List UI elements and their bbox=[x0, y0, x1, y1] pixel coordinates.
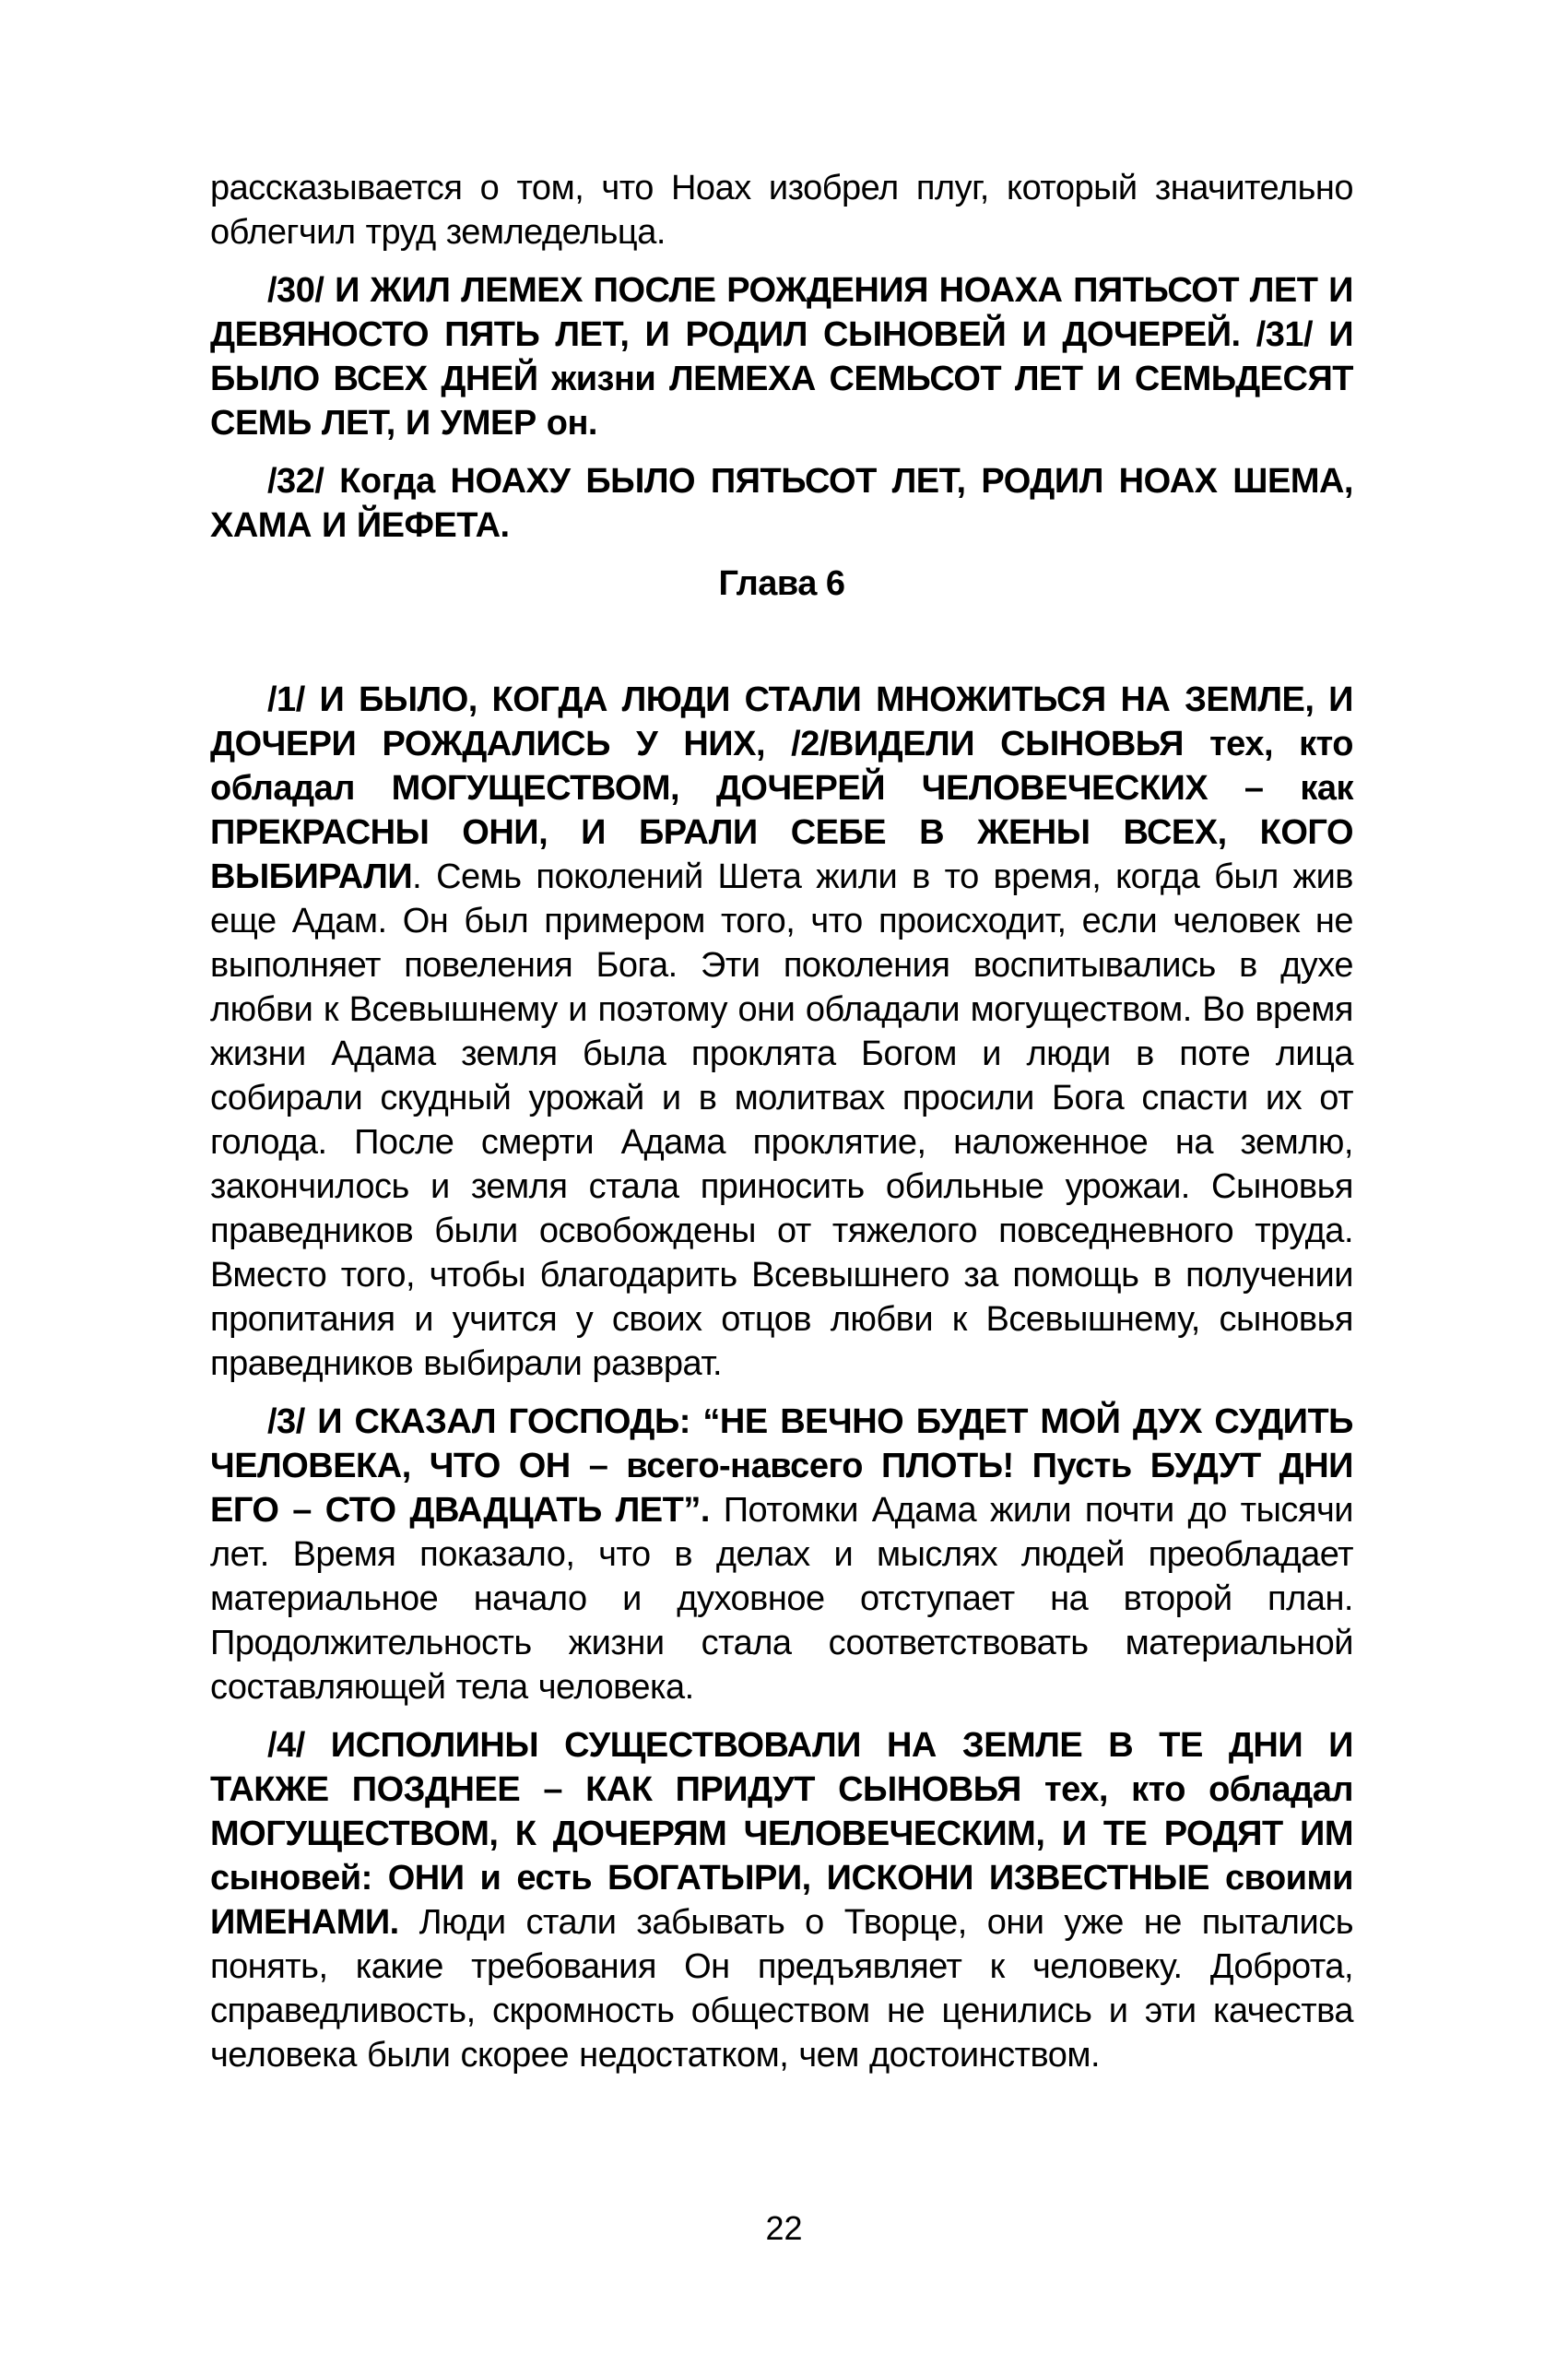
paragraph-verse-30-31 bbox=[210, 268, 1353, 445]
page-number: 22 bbox=[765, 2209, 803, 2247]
paragraph-verse-3 bbox=[210, 1400, 1353, 1709]
text-run-bold: /32/ Когда НОАХУ БЫЛО ПЯТЬСОТ ЛЕТ, РОДИЛ НОАХ ШЕМА, ХАМА И ЙЕФЕТА. bbox=[210, 462, 1353, 545]
paragraph-verse-32 bbox=[210, 459, 1353, 548]
text-run-bold: /4/ ИСПОЛИНЫ СУЩЕСТВОВАЛИ НА ЗЕМЛЕ В ТЕ ДНИ И ТАКЖЕ ПОЗДНЕЕ – КАК ПРИДУТ СЫНОВЬЯ тех, кто обладал МОГУЩЕСТВОМ, К ДОЧЕРЯМ ЧЕЛОВЕЧЕСКИМ, И ТЕ РОДЯТ ИМ сыновей: ОНИ и есть БОГАТЫРИ, ИСКОНИ ИЗВЕСТНЫЕ своими ИМЕНАМИ. bbox=[210, 1726, 1353, 1942]
paragraph-verse-4 bbox=[210, 1723, 1353, 2077]
text-run-bold: /30/ И ЖИЛ ЛЕМЕХ ПОСЛЕ РОЖДЕНИЯ НОАХА ПЯТЬСОТ ЛЕТ И ДЕВЯНОСТО ПЯТЬ ЛЕТ, И РОДИЛ СЫНОВЕЙ И ДОЧЕРЕЙ. /31/ И БЫЛО ВСЕХ ДНЕЙ жизни ЛЕМЕХА СЕМЬСОТ ЛЕТ И СЕМЬДЕСЯТ СЕМЬ ЛЕТ, И УМЕР он. bbox=[210, 271, 1353, 443]
paragraph-continuation bbox=[210, 166, 1353, 254]
text-run-bold: /3/ И СКАЗАЛ ГОСПОДЬ: “НЕ ВЕЧНО БУДЕТ МОЙ ДУХ СУДИТЬ ЧЕЛОВЕКА, ЧТО ОН – всего-навсего ПЛОТЬ! Пусть БУДУТ ДНИ ЕГО – СТО ДВАДЦАТЬ ЛЕТ”. bbox=[210, 1402, 1353, 1530]
chapter-heading: Глава 6 bbox=[718, 564, 845, 603]
text-block bbox=[210, 166, 1353, 2091]
text-run: . Семь поколений Шета жили в то время, когда был жив еще Адам. Он был примером того, что происходит, если человек не выполняет повеления Бога. Эти поколения воспитывались в духе любви к Всевышнему и поэтому они обладали могуществом. Во время жизни Адама земля была проклята Богом и люди в поте лица собирали скудный урожай и в молитвах просили Бога спасти их от голода. После смерти Адама проклятие, наложенное на землю, закончилось и земля стала приносить обильные урожаи. Сыновья праведников были освобождены от тяжелого повседневного труда. Вместо того, чтобы благодарить Всевышнего за помощь в получении пропитания и учится у своих отцов любви к Всевышнему, сыновья праведников выбирали разврат. bbox=[210, 857, 1353, 1383]
text-run-bold: /1/ И БЫЛО, КОГДА ЛЮДИ СТАЛИ МНОЖИТЬСЯ НА ЗЕМЛЕ, И ДОЧЕРИ РОЖДАЛИСЬ У НИХ, /2/ВИДЕЛИ СЫНОВЬЯ тех, кто обладал МОГУЩЕСТВОМ, ДОЧЕРЕЙ ЧЕЛОВЕЧЕСКИХ – как ПРЕКРАСНЫ ОНИ, И БРАЛИ СЕБЕ В ЖЕНЫ ВСЕХ, КОГО ВЫБИРАЛИ bbox=[210, 680, 1353, 896]
text-run: Потомки Адама жили почти до тысячи лет. Время показало, что в делах и мыслях людей преобладает материальное начало и духовное отступает на второй план. Продолжительность жизни стала соответствовать материальной составляющей тела человека. bbox=[210, 1491, 1353, 1707]
text-run: Люди стали забывать о Творце, они уже не пытались понять, какие требования Он предъявляет к человеку. Доброта, справедливость, скромность обществом не ценились и эти качества человека были скорее недостатком, чем достоинством. bbox=[210, 1903, 1353, 2075]
text-run: рассказывается о том, что Ноах изобрел плуг, который значительно облегчил труд земледельца. bbox=[210, 169, 1353, 252]
paragraph-verse-1-2 bbox=[210, 678, 1353, 1386]
